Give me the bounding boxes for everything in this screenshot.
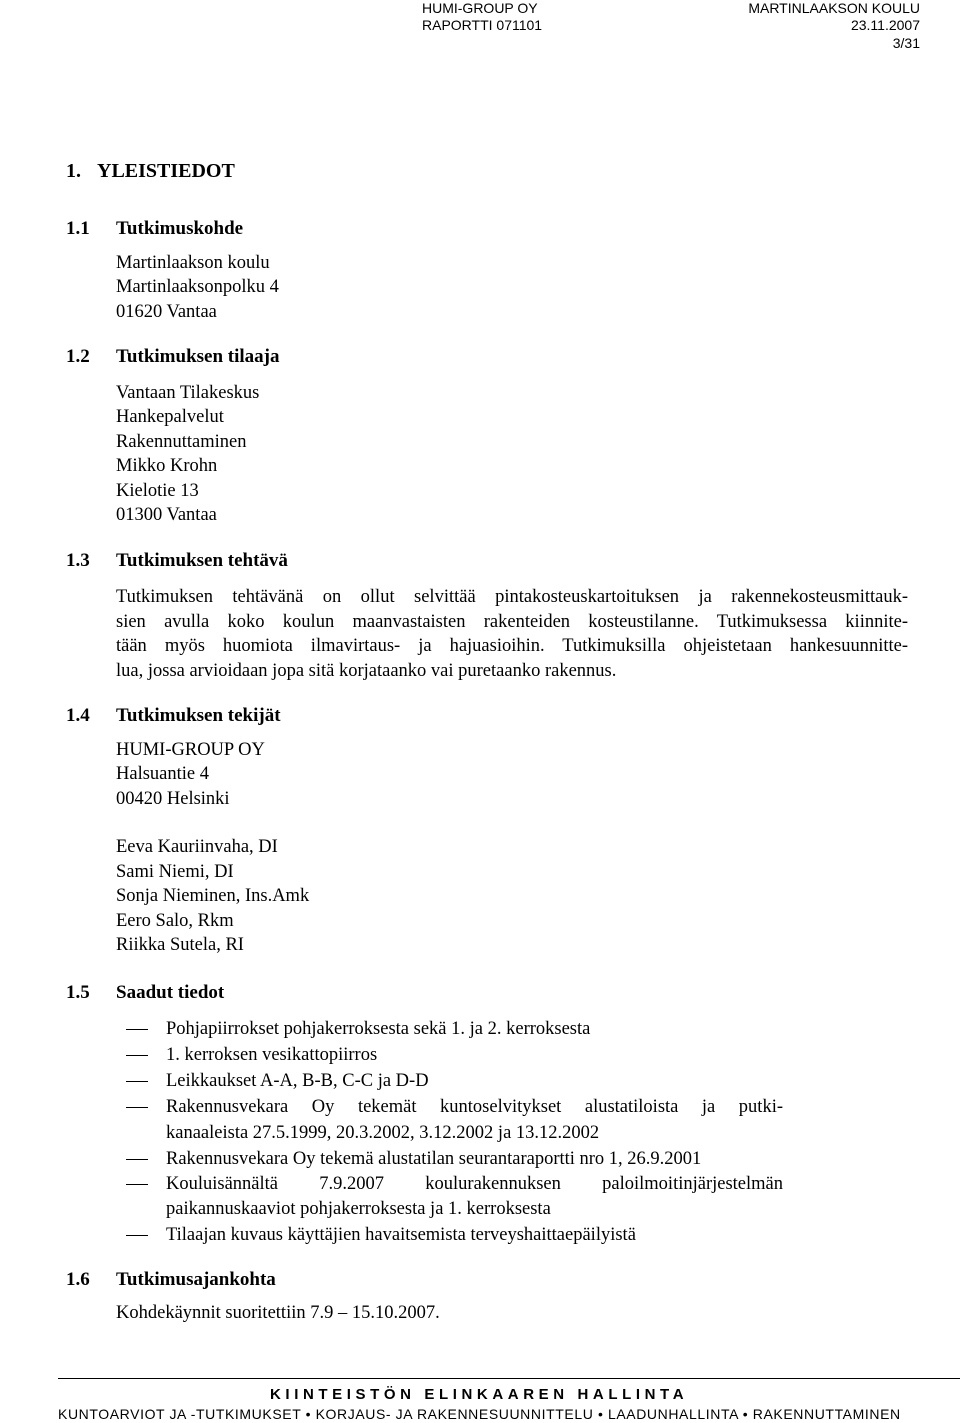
list-item: Leikkaukset A-A, B-B, C-C ja D-D	[166, 1071, 429, 1091]
client-line: Kielotie 13	[116, 481, 199, 501]
client-line: 01300 Vantaa	[116, 505, 217, 525]
header-school: MARTINLAAKSON KOULU	[748, 0, 920, 16]
address-line: Martinlaakson koulu	[116, 253, 270, 273]
client-line: Mikko Krohn	[116, 456, 218, 476]
section-number: 1.	[66, 160, 81, 182]
section-title: YLEISTIEDOT	[97, 160, 235, 182]
paragraph-line: lua, jossa arvioidaan jopa sitä korjataanko vai puretaanko rakennus.	[116, 660, 617, 681]
address-line: 01620 Vantaa	[116, 302, 217, 322]
list-item: Kouluisännältä 7.9.2007 koulurakennuksen paloilmoitinjärjestelmän	[166, 1174, 783, 1194]
author-name: Sami Niemi, DI	[116, 862, 234, 882]
visit-dates: Kohdekäynnit suoritettiin 7.9 – 15.10.2007.	[116, 1303, 440, 1323]
subsection-number: 1.6	[66, 1269, 90, 1290]
author-name: Eero Salo, Rkm	[116, 911, 234, 931]
client-line: Hankepalvelut	[116, 407, 224, 427]
author-name: Sonja Nieminen, Ins.Amk	[116, 886, 310, 906]
footer-divider	[58, 1378, 960, 1379]
list-item-continuation: kanaaleista 27.5.1999, 20.3.2002, 3.12.2002 ja 13.12.2002	[166, 1123, 600, 1143]
footer-service: RAKENNUTTAMINEN	[752, 1406, 901, 1422]
subsection-title: Saadut tiedot	[116, 982, 225, 1003]
bullet-dash	[126, 1159, 148, 1160]
paragraph-line: tään myös huomiota ilmavirtaus- ja hajuasioihin. Tutkimuksilla ohjeistetaan hankesuunnitte-	[116, 636, 908, 656]
subsection-title: Tutkimusajankohta	[116, 1269, 276, 1290]
footer-separator: •	[597, 1406, 604, 1422]
header-report: RAPORTTI 071101	[422, 17, 543, 33]
list-item: Tilaajan kuvaus käyttäjien havaitsemista terveyshaittaepäilyistä	[166, 1225, 636, 1245]
subsection-number: 1.3	[66, 550, 90, 571]
list-item-continuation: paikannuskaaviot pohjakerroksesta ja 1. kerroksesta	[166, 1199, 551, 1219]
subsection-title: Tutkimuksen tehtävä	[116, 550, 288, 571]
bullet-dash	[126, 1107, 148, 1108]
client-line: Rakennuttaminen	[116, 432, 247, 452]
company-line: Halsuantie 4	[116, 764, 209, 784]
footer-service: LAADUNHALLINTA	[607, 1406, 739, 1422]
company-line: HUMI-GROUP OY	[116, 740, 265, 760]
address-line: Martinlaaksonpolku 4	[116, 277, 279, 297]
author-name: Riikka Sutela, RI	[116, 935, 244, 955]
paragraph-line: sien avulla koko koulun maanvastaisten rakenteiden kosteustilanne. Tutkimuksessa kiinnite-	[116, 611, 908, 632]
footer-separator: •	[742, 1406, 749, 1422]
client-line: Vantaan Tilakeskus	[116, 383, 260, 403]
subsection-number: 1.1	[66, 218, 90, 239]
header-date: 23.11.2007	[850, 17, 920, 33]
author-name: Eeva Kauriinvaha, DI	[116, 837, 278, 857]
footer-services	[58, 1406, 901, 1422]
subsection-number: 1.5	[66, 982, 90, 1003]
subsection-title: Tutkimuksen tilaaja	[116, 346, 280, 367]
bullet-dash	[126, 1235, 148, 1236]
list-item: Rakennusvekara Oy tekemät kuntoselvitykset alustatiloista ja putki-	[166, 1097, 783, 1117]
footer-title: KIINTEISTÖN ELINKAAREN HALLINTA	[270, 1386, 689, 1403]
company-line: 00420 Helsinki	[116, 789, 230, 809]
footer-service: KUNTOARVIOT JA -TUTKIMUKSET	[58, 1406, 302, 1422]
bullet-dash	[126, 1081, 148, 1082]
subsection-title: Tutkimuskohde	[116, 218, 244, 239]
list-item: Rakennusvekara Oy tekemä alustatilan seurantaraportti nro 1, 26.9.2001	[166, 1149, 702, 1169]
header-page: 3/31	[892, 35, 920, 51]
footer-separator: •	[305, 1406, 312, 1422]
bullet-dash	[126, 1184, 148, 1185]
list-item: Pohjapiirrokset pohjakerroksesta sekä 1. ja 2. kerroksesta	[166, 1019, 591, 1039]
bullet-dash	[126, 1055, 148, 1056]
task-paragraph	[116, 585, 908, 683]
subsection-number: 1.4	[66, 705, 90, 726]
list-item: 1. kerroksen vesikattopiirros	[166, 1045, 378, 1065]
paragraph-line: Tutkimuksen tehtävänä on ollut selvittää pintakosteuskartoituksen ja rakennekosteusmittauk-	[116, 587, 908, 607]
header-company: HUMI-GROUP OY	[422, 0, 538, 16]
subsection-title: Tutkimuksen tekijät	[116, 705, 281, 726]
bullet-dash	[126, 1029, 148, 1030]
subsection-number: 1.2	[66, 346, 90, 367]
footer-service: KORJAUS- JA RAKENNESUUNNITTELU	[315, 1406, 594, 1422]
